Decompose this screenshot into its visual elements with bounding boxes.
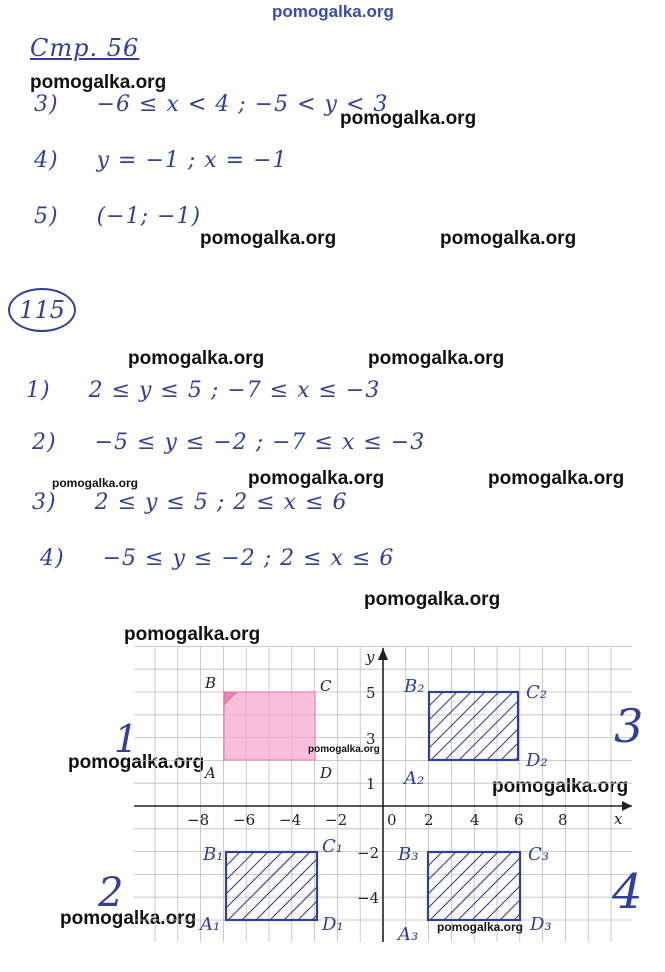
watermark: pomogalka.org [368,348,505,369]
watermark: pomogalka.org [492,776,629,797]
hatch-line [445,692,513,760]
hatch-line [226,852,240,866]
vertex-label-c1: C₁ [322,836,343,857]
watermark: pomogalka.org [340,108,477,129]
line-number: 4) [34,148,59,173]
hatch-line [472,872,520,920]
figure-number-1: 1 [114,717,139,761]
hatch-line [228,852,296,920]
vertex-label-b2: B₂ [404,676,425,697]
watermark: pomogalka.org [364,589,501,610]
x-tick: −8 [187,811,210,829]
hatch-line [226,852,282,908]
page-header: Стр. 56 [30,34,140,62]
rect-3 [429,692,518,760]
vertex-label-c2: C₂ [526,682,547,703]
watermark: pomogalka.org [68,752,205,773]
y-tick: −2 [357,844,380,862]
vertex-label-c3: C₃ [528,844,549,865]
vertex-label-b3: B₃ [398,844,419,865]
line-text: y = −1 ; x = −1 [96,148,288,173]
figure-number-2: 2 [98,870,124,916]
hatch-line [429,692,443,706]
line-text: (−1; −1) [96,204,202,229]
y-tick: 1 [366,775,376,793]
y-tick: 5 [366,684,376,702]
hatch-line [430,852,498,920]
hatch-line [428,852,442,866]
x-tick: 4 [470,811,480,829]
vertex-label-d3: D₃ [530,914,552,935]
watermark: pomogalka.org [437,920,524,934]
vertex-label-d1: D₁ [322,914,344,935]
watermark: pomogalka.org [488,468,625,489]
watermark: pomogalka.org [440,228,577,249]
answer-text: −5 ≤ y ≤ −2 ; −7 ≤ x ≤ −3 [94,430,426,455]
hatch-line [226,852,254,880]
vertex-label-d: D [320,764,333,782]
line-text: −6 ≤ x < 4 ; −5 < y < 3 [96,92,389,117]
watermark: pomogalka.org [30,72,167,93]
hatch-line [242,852,310,920]
x-tick: 2 [424,811,434,829]
watermark: pomogalka.org [272,2,394,21]
hatch-line [431,692,499,760]
exercise-number: 115 [8,288,76,332]
pink-rectangle [224,692,315,760]
x-tick: 8 [558,811,568,829]
watermark: pomogalka.org [52,476,139,490]
x-tick: −6 [233,811,256,829]
watermark: pomogalka.org [128,348,265,369]
vertex-label-a: A [205,764,216,782]
vertex-label-a3: A₃ [398,924,419,945]
vertex-label-a2: A₂ [404,768,425,789]
hatch-line [429,692,457,720]
answer-text: −5 ≤ y ≤ −2 ; 2 ≤ x ≤ 6 [102,546,395,571]
hatch-line [284,887,317,920]
hatch-line [444,852,512,920]
hatch-line [486,886,520,920]
hatch-line [458,858,520,920]
x-axis-label: x [614,810,623,828]
y-axis-arrow [378,648,388,660]
answer-number: 1) [26,378,51,403]
y-axis-label: y [366,648,375,666]
hatch-line [429,692,485,748]
x-tick: 6 [514,811,524,829]
answer-number: 4) [40,546,65,571]
answer-text: 2 ≤ y ≤ 5 ; −7 ≤ x ≤ −3 [88,378,381,403]
watermark: pomogalka.org [60,908,197,929]
x-tick: −2 [325,811,348,829]
hatch-line [270,873,317,920]
watermark: pomogalka.org [248,468,385,489]
y-tick: −4 [357,889,380,907]
figure-number-4: 4 [612,864,643,920]
origin-label: 0 [387,811,397,829]
vertex-label-d2: D₂ [526,750,548,771]
answer-number: 2) [32,430,57,455]
vertex-label-b1: B₁ [203,844,224,865]
hatch-line [501,743,518,760]
answer-text: 2 ≤ y ≤ 5 ; 2 ≤ x ≤ 6 [94,490,348,515]
line-number: 5) [34,204,59,229]
vertex-label-b: B [205,674,217,692]
x-axis-arrow [622,801,632,811]
watermark: pomogalka.org [200,228,337,249]
vertex-label-a1: A₁ [200,914,221,935]
figure-number-3: 3 [614,699,644,753]
answer-number: 3) [32,490,57,515]
vertex-label-c: C [320,677,332,695]
x-tick: −4 [279,811,302,829]
watermark: pomogalka.org [124,624,261,645]
hatch-line [428,852,484,908]
hatch-line [487,729,518,760]
line-number: 3) [34,92,59,117]
y-tick: 3 [366,730,376,748]
watermark: pomogalka.org [308,744,380,755]
